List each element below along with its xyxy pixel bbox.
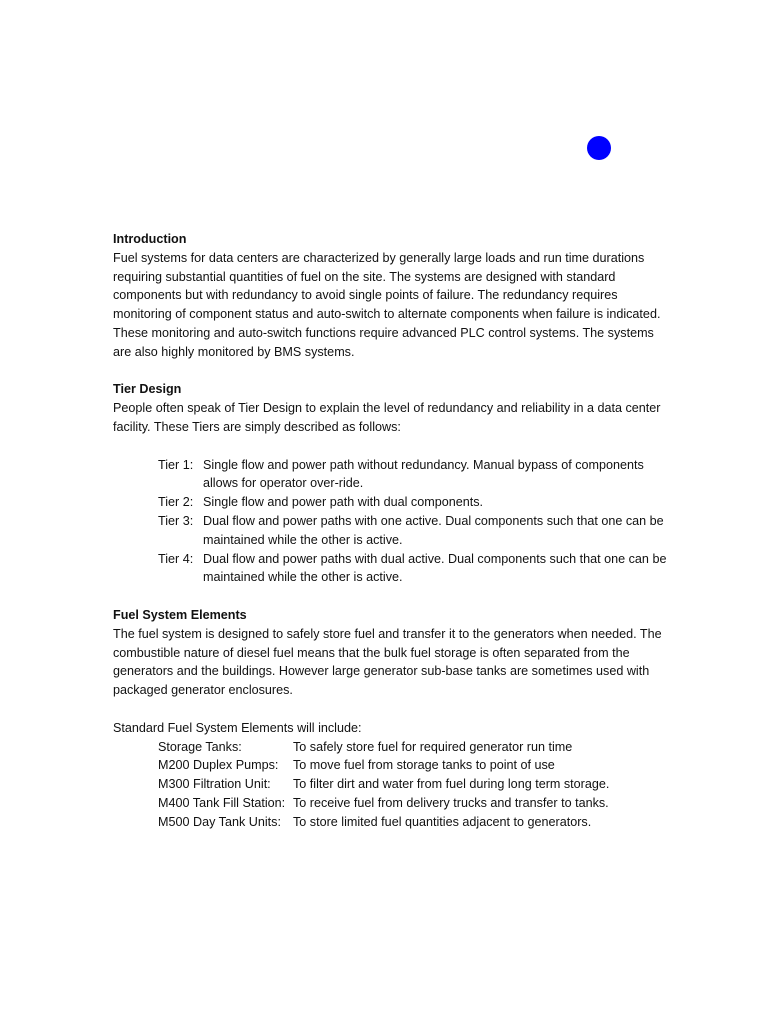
elements-list-intro: Standard Fuel System Elements will include:	[113, 720, 362, 735]
tier-description: Single flow and power path with dual components.	[203, 495, 484, 510]
tier-item	[113, 493, 673, 512]
element-item	[113, 738, 673, 757]
tier-label: Tier 3:	[158, 513, 194, 528]
introduction-paragraph: Fuel systems for data centers are characterized by generally large loads and run time durations requiring substantial quantities of fuel on the site. The systems are designed with standard components but with redundancy to avoid single points of failure. The redundancy requires monitoring of component status and auto-switch to alternate components when failure is indicated. These monitoring and auto-switch functions require advanced PLC control systems. The systems are also highly monitored by BMS systems.	[113, 250, 661, 359]
tier-list	[113, 456, 673, 588]
element-description: To move fuel from storage tanks to point of use	[293, 758, 555, 773]
element-name: M300 Filtration Unit:	[158, 777, 271, 792]
tier-design-heading: Tier Design	[113, 382, 182, 397]
introduction-heading: Introduction	[113, 232, 187, 246]
document-body	[113, 230, 673, 832]
element-description: To safely store fuel for required generator run time	[293, 739, 573, 754]
blue-dot-icon	[587, 136, 611, 160]
tier-design-paragraph: People often speak of Tier Design to explain the level of redundancy and reliability in a data center facility. These Tiers are simply described as follows:	[113, 401, 661, 434]
tier-description: Dual flow and power paths with one active. Dual components such that one can be maintained while the other is active.	[203, 513, 664, 547]
element-item	[113, 813, 673, 832]
fuel-system-elements-paragraph: The fuel system is designed to safely store fuel and transfer it to the generators when needed. The combustible nature of diesel fuel means that the bulk fuel storage is often separated from the generators and the buildings. However large generator sub-base tanks are sometimes used with packaged generator enclosures.	[113, 626, 662, 698]
element-description: To filter dirt and water from fuel during long term storage.	[293, 777, 610, 792]
element-name: M400 Tank Fill Station:	[158, 795, 286, 810]
spacer	[113, 362, 673, 381]
tier-label: Tier 1:	[158, 457, 194, 472]
element-description: To receive fuel from delivery trucks and transfer to tanks.	[293, 795, 609, 810]
element-item	[113, 775, 673, 794]
element-name: M200 Duplex Pumps:	[158, 758, 279, 773]
tier-label: Tier 4:	[158, 551, 194, 566]
elements-list	[113, 738, 673, 832]
fuel-system-elements-heading: Fuel System Elements	[113, 607, 247, 622]
tier-item	[113, 550, 673, 588]
tier-label: Tier 2:	[158, 495, 194, 510]
element-name: M500 Day Tank Units:	[158, 814, 281, 829]
tier-description: Single flow and power path without redundancy. Manual bypass of components allows for operator over-ride.	[203, 457, 644, 491]
tier-item	[113, 512, 673, 550]
element-name: Storage Tanks:	[158, 739, 242, 754]
element-item	[113, 794, 673, 813]
element-description: To store limited fuel quantities adjacent to generators.	[293, 814, 592, 829]
element-item	[113, 756, 673, 775]
spacer	[113, 587, 673, 606]
tier-item	[113, 456, 673, 494]
spacer	[113, 437, 673, 456]
tier-description: Dual flow and power paths with dual active. Dual components such that one can be maintained while the other is active.	[203, 551, 667, 585]
spacer	[113, 700, 673, 719]
